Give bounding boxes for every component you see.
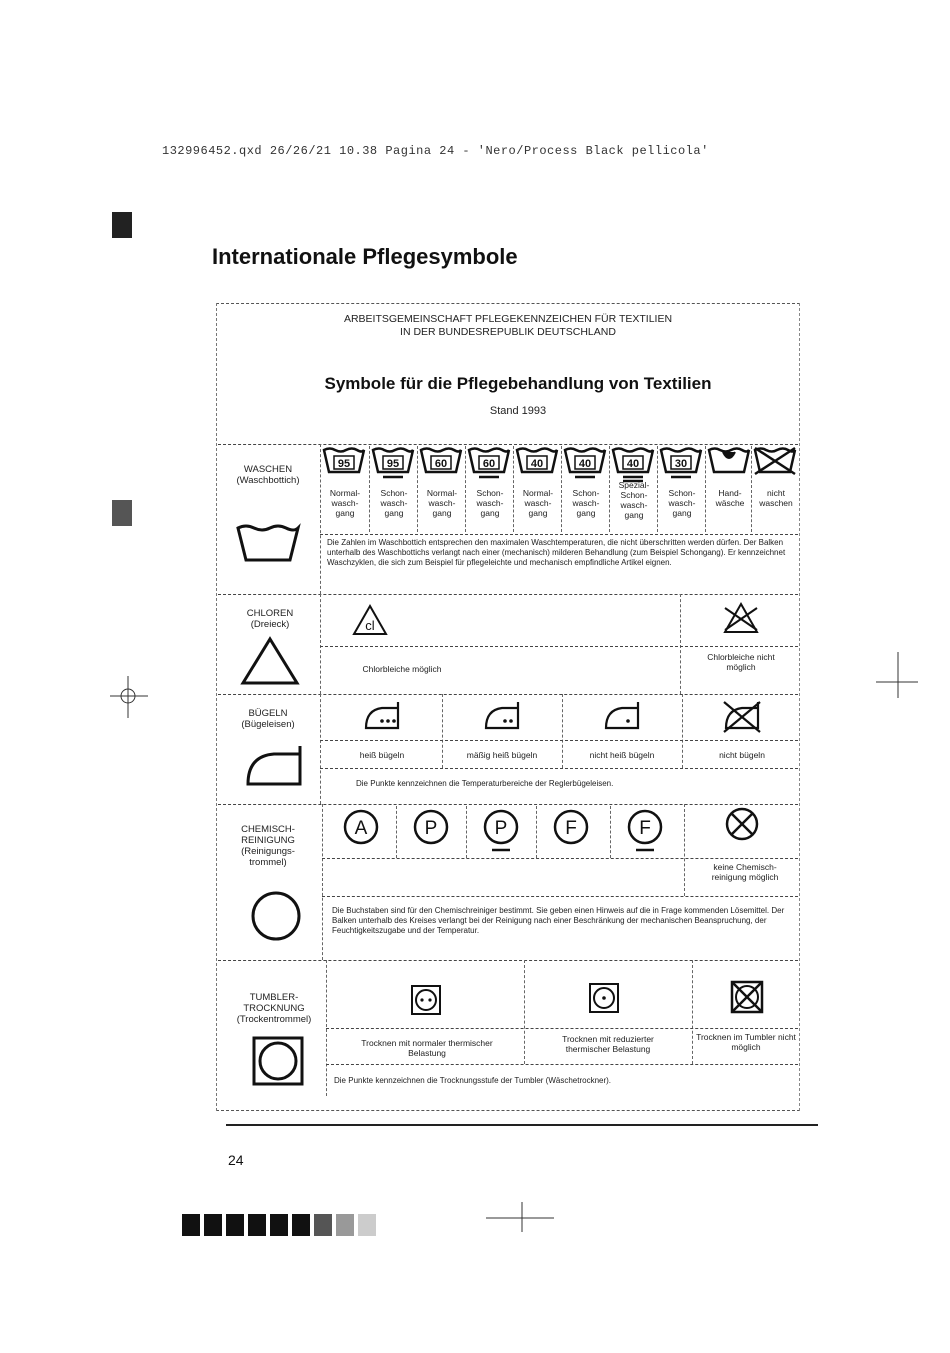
iron-symbol-label: heiß bügeln	[359, 750, 405, 760]
iron-symbol-label: mäßig heiß bügeln	[466, 750, 538, 760]
wash-symbol-icon	[707, 446, 751, 484]
wash-temperature: 30	[674, 458, 688, 470]
wash-temperature: 40	[530, 458, 544, 470]
wash-temperature: 95	[337, 458, 351, 470]
wash-symbol-icon	[659, 446, 703, 484]
control-patch	[270, 1214, 288, 1236]
row-divider	[320, 768, 798, 769]
section-divider	[218, 960, 798, 961]
triangle-icon	[240, 636, 300, 686]
wash-temperature: 95	[386, 458, 400, 470]
chlorine-allowed-text: Chlorbleiche möglich	[362, 664, 442, 674]
association-heading	[220, 313, 796, 339]
washing-label	[222, 464, 314, 486]
wash-symbol-icon	[322, 446, 366, 484]
control-patch	[314, 1214, 332, 1236]
control-patch	[358, 1214, 376, 1236]
row-divider	[322, 896, 798, 897]
registration-mark	[112, 212, 132, 238]
wash-symbol-icon	[467, 446, 511, 484]
drycleaning-letter: A	[354, 818, 368, 839]
column-divider	[610, 806, 611, 858]
drycleaning-letter: P	[494, 818, 508, 839]
column-divider	[692, 960, 693, 1064]
tumble-normal-text: Trocknen mit normaler thermischer Belastung	[361, 1038, 493, 1058]
ironing-label-sub: (Bügeleisen)	[241, 719, 295, 730]
wash-symbol-label: Schon- wasch- gang	[572, 488, 600, 518]
association-line-1: ARBEITSGEMEINSCHAFT PFLEGEKENNZEICHEN FÜR TEXTILIEN	[343, 313, 673, 325]
wash-symbol-label: Schon- wasch- gang	[668, 488, 696, 518]
crop-mark	[110, 672, 150, 722]
wash-symbol-label: Normal- wasch- gang	[329, 488, 361, 518]
tumble-label-line3: (Trockentrommel)	[236, 1014, 312, 1025]
control-patch	[336, 1214, 354, 1236]
wash-symbol-label: Spezial- Schon- wasch- gang	[618, 480, 650, 520]
document-title: Symbole für die Pflegebehandlung von Textilien	[324, 374, 712, 393]
wash-temperature: 40	[626, 458, 640, 470]
column-divider	[524, 960, 525, 1064]
wash-symbol-label: Schon- wasch- gang	[476, 488, 504, 518]
wash-symbol-icon	[419, 446, 463, 484]
row-divider	[320, 646, 798, 647]
row-divider	[326, 1028, 798, 1029]
chlorine-label-sub: (Dreieck)	[250, 619, 290, 630]
column-divider	[320, 444, 321, 594]
wash-symbol-icon	[371, 446, 415, 484]
iron-symbol-icon	[482, 700, 522, 734]
control-patch	[182, 1214, 200, 1236]
iron-symbol-icon	[362, 700, 402, 734]
section-divider	[218, 694, 798, 695]
column-divider	[322, 804, 323, 960]
wash-temperature: 60	[482, 458, 496, 470]
washing-label-sub: (Waschbottich)	[236, 475, 300, 486]
ironing-label-title: BÜGELN	[248, 708, 288, 719]
ironing-label	[222, 708, 314, 730]
no-tumble-icon	[730, 980, 764, 1014]
row-divider	[326, 1064, 798, 1065]
page-number: 24	[228, 1152, 244, 1168]
drycleaning-symbol-icon	[626, 808, 664, 852]
tumble-note: Die Punkte kennzeichnen die Trocknungsstufe der Tumbler (Wäschetrockner).	[334, 1076, 612, 1085]
chlorine-not-allowed-text: Chlorbleiche nicht möglich	[707, 652, 775, 672]
row-divider	[320, 534, 798, 535]
page-title: Internationale Pflegesymbole	[212, 244, 518, 269]
wash-temperature: 60	[434, 458, 448, 470]
wash-symbol-icon	[753, 446, 797, 484]
tumble-label-line2: TROCKNUNG	[243, 1003, 305, 1014]
chlorine-not-allowed-icon	[722, 602, 760, 634]
iron-symbol-icon	[722, 700, 762, 734]
wash-symbol-label: Schon- wasch- gang	[380, 488, 408, 518]
file-info-header: 132996452.qxd 26/26/21 10.38 Pagina 24 - 'Nero/Process Black pellicola'	[162, 144, 709, 158]
drycleaning-letter: P	[424, 818, 438, 839]
wash-temperature: 40	[578, 458, 592, 470]
wash-symbol-label: Normal- wasch- gang	[426, 488, 458, 518]
chlorine-label-title: CHLOREN	[246, 608, 294, 619]
wash-symbol-label: Normal- wasch- gang	[522, 488, 554, 518]
wash-symbol-label: Hand- wäsche	[715, 488, 745, 508]
iron-symbol-icon	[602, 700, 642, 734]
wash-symbol-icon	[611, 446, 655, 484]
drycleaning-label-line1: CHEMISCH-	[241, 824, 295, 835]
chlorine-label	[224, 608, 316, 630]
no-drycleaning-icon	[724, 806, 760, 842]
ironing-note: Die Punkte kennzeichnen die Temperaturbereiche der Reglerbügeleisen.	[356, 779, 614, 788]
registration-mark	[112, 500, 132, 526]
wash-symbol-icon	[515, 446, 559, 484]
drycleaning-label-line2: REINIGUNG	[241, 835, 295, 846]
control-patch	[226, 1214, 244, 1236]
no-tumble-text: Trocknen im Tumbler nicht möglich	[696, 1032, 796, 1052]
column-divider	[684, 804, 685, 896]
washing-note: Die Zahlen im Waschbottich entsprechen den maximalen Waschtemperaturen, die nicht überschritten werden dürfen. Der Balken unterhalb des Waschbottichs verlangt nach einer (mechanisch) milderen Behandlung (zum Beispiel Schongang). Er kennzeichnet Waschzyklen, die sich zum Beispiel für pflegeleichte und mechanisch empfindliche Artikel eignen.	[327, 538, 786, 567]
drycleaning-label-line3: (Reinigungs-	[241, 846, 295, 857]
drycleaning-letter: F	[639, 818, 651, 839]
crop-mark	[876, 650, 920, 700]
iron-symbol-label: nicht bügeln	[719, 750, 765, 760]
control-patch	[248, 1214, 266, 1236]
section-divider	[218, 444, 798, 445]
washing-label-title: WASCHEN	[243, 464, 293, 475]
column-divider	[320, 594, 321, 694]
washtub-icon	[236, 524, 300, 564]
wash-symbol-label: nicht waschen	[759, 488, 793, 508]
wash-symbol-icon	[563, 446, 607, 484]
row-divider	[320, 740, 798, 741]
footer-rule	[226, 1124, 818, 1126]
column-divider	[680, 594, 681, 694]
no-drycleaning-text: keine Chemisch- reinigung möglich	[711, 862, 779, 882]
tumble-label-line1: TUMBLER-	[249, 992, 299, 1003]
tumble-square-icon	[252, 1036, 306, 1088]
section-divider	[218, 804, 798, 805]
svg-text:cl: cl	[365, 618, 375, 633]
chlorine-allowed-icon	[352, 604, 388, 636]
column-divider	[396, 806, 397, 858]
iron-icon	[244, 744, 304, 788]
column-divider	[466, 806, 467, 858]
drycleaning-symbol-icon	[342, 808, 380, 852]
drycleaning-symbol-icon	[482, 808, 520, 852]
association-line-2: IN DER BUNDESREPUBLIK DEUTSCHLAND	[400, 326, 616, 338]
tumble-reduced-icon	[588, 982, 620, 1014]
drycleaning-note: Die Buchstaben sind für den Chemischreiniger bestimmt. Sie geben einen Hinweis auf die in Frage kommenden Lösemittel. Der Balken unterhalb des Kreises verlangt bei der Reinigung nach einer Beschränkung der mechanischen Beanspruchung, der Feuchtigkeitszugabe und der Temperatur.	[332, 906, 785, 935]
iron-symbol-label: nicht heiß bügeln	[589, 750, 655, 760]
drycleaning-label-line4: trommel)	[249, 857, 287, 868]
tumble-normal-icon	[410, 984, 442, 1016]
drycleaning-label	[222, 824, 314, 868]
column-divider	[320, 694, 321, 804]
color-control-bar	[182, 1214, 380, 1241]
crop-mark	[486, 1200, 556, 1234]
control-patch	[292, 1214, 310, 1236]
drycleaning-letter: F	[565, 818, 577, 839]
row-divider	[322, 858, 798, 859]
tumble-label	[222, 992, 326, 1025]
section-divider	[218, 594, 798, 595]
stand-year: Stand 1993	[489, 405, 547, 417]
drycleaning-symbol-icon	[552, 808, 590, 852]
column-divider	[536, 806, 537, 858]
control-patch	[204, 1214, 222, 1236]
tumble-reduced-text: Trocknen mit reduzierter thermischer Belastung	[562, 1034, 654, 1054]
drycleaning-symbol-icon	[412, 808, 450, 852]
drycleaning-circle-icon	[250, 890, 302, 942]
